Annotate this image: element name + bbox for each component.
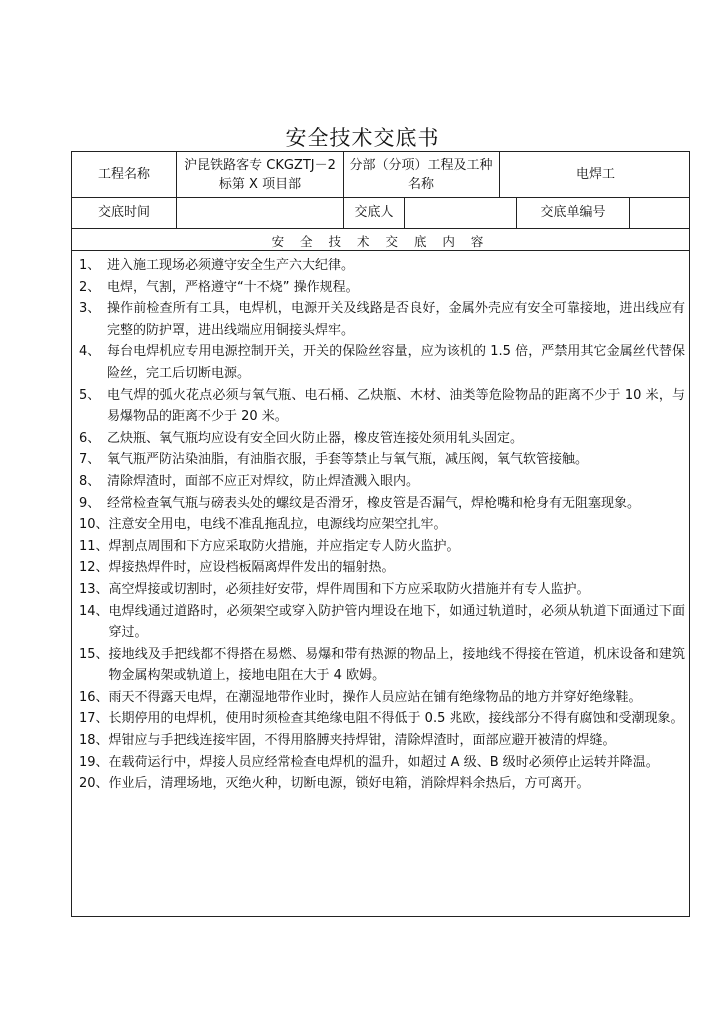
item-number: 5、 bbox=[79, 387, 101, 403]
item-number: 15、 bbox=[79, 646, 109, 662]
item-number: 16、 bbox=[79, 689, 109, 705]
list-item bbox=[79, 341, 685, 384]
list-item bbox=[79, 255, 685, 277]
date-value bbox=[177, 197, 343, 228]
form-number-value bbox=[630, 197, 691, 228]
item-text: 长期停用的电焊机，使用时须检查其绝缘电阻不得低于 0.5 兆欧，接线部分不得有腐蚀和受潮现象。 bbox=[108, 711, 684, 727]
item-text: 焊钳应与手把线连接牢固，不得用胳膊夹持焊钳，清除焊渣时，面部应避开被清的焊缝。 bbox=[108, 733, 616, 749]
item-number: 2、 bbox=[79, 279, 101, 295]
item-number: 11、 bbox=[79, 538, 109, 554]
row-divider bbox=[72, 228, 689, 229]
list-item bbox=[79, 730, 685, 752]
list-item bbox=[79, 601, 685, 644]
section-title: 安 全 技 术 交 底 内 容 bbox=[271, 234, 490, 249]
disclosure-form bbox=[71, 151, 690, 917]
item-number: 18、 bbox=[79, 733, 109, 749]
item-number: 4、 bbox=[79, 344, 101, 360]
item-number: 12、 bbox=[79, 560, 109, 576]
item-text: 乙炔瓶、氧气瓶均应设有安全回火防止器，橡皮管连接处须用轧头固定。 bbox=[107, 430, 524, 446]
item-number: 14、 bbox=[79, 603, 109, 619]
item-text: 电焊，气割，严格遵守“十不烧” 操作规程。 bbox=[107, 279, 359, 295]
item-text: 经常检查氧气瓶与磅表头处的螺纹是否滑牙，橡皮管是否漏气，焊枪嘴和枪身有无阻塞现象。 bbox=[107, 495, 641, 511]
project-name-label: 工程名称 bbox=[97, 167, 150, 182]
item-text: 进入施工现场必须遵守安全生产六大纪律。 bbox=[107, 258, 355, 273]
date-label: 交底时间 bbox=[97, 205, 150, 220]
item-number: 6、 bbox=[79, 430, 101, 446]
row-divider bbox=[72, 250, 689, 251]
sub-project-label: 分部（分项）工程及工种名称 bbox=[349, 157, 493, 192]
list-item bbox=[79, 277, 685, 299]
sub-project-value: 电焊工 bbox=[575, 167, 615, 182]
list-item bbox=[79, 773, 685, 795]
list-item bbox=[79, 298, 685, 341]
item-number: 8、 bbox=[79, 473, 101, 489]
item-text: 操作前检查所有工具，电焊机，电源开关及线路是否良好，金属外壳应有安全可靠接地，进出线应有完整的防护罩，进出线端应用铜接头焊牢。 bbox=[107, 301, 685, 338]
item-text: 每台电焊机应专用电源控制开关，开关的保险丝容量，应为该机的 1.5 倍，严禁用其它金属丝代替保险丝，完工后切断电源。 bbox=[107, 344, 685, 381]
item-number: 10、 bbox=[79, 517, 109, 533]
list-item bbox=[79, 752, 685, 774]
item-text: 氧气瓶严防沾染油脂，有油脂衣服，手套等禁止与氧气瓶，减压阀，氧气软管接触。 bbox=[107, 452, 589, 468]
list-item bbox=[79, 449, 685, 471]
list-item bbox=[79, 471, 685, 493]
document-title: 安全技术交底书 bbox=[285, 126, 440, 150]
item-number: 17、 bbox=[79, 711, 109, 727]
item-number: 7、 bbox=[79, 452, 101, 468]
list-item bbox=[79, 687, 685, 709]
project-name-value: 沪昆铁路客专 CKGZTJ－2 标第 X 项目部 bbox=[184, 157, 336, 192]
item-text: 清除焊渣时，面部不应正对焊纹，防止焊渣溅入眼内。 bbox=[107, 473, 420, 489]
list-item bbox=[79, 493, 685, 515]
list-item bbox=[79, 579, 685, 601]
item-number: 1、 bbox=[79, 258, 101, 273]
item-text: 高空焊接或切割时，必须挂好安带，焊件周围和下方应采取防火措施并有专人监护。 bbox=[108, 581, 590, 597]
item-text: 电气焊的弧火花点必须与氧气瓶、电石桶、乙炔瓶、木材、油类等危险物品的距离不少于 10 米，与易爆物品的距离不少于 20 米。 bbox=[107, 387, 685, 425]
list-item bbox=[79, 514, 685, 536]
list-item bbox=[79, 644, 685, 687]
list-item bbox=[79, 708, 685, 730]
list-item bbox=[79, 536, 685, 558]
list-item bbox=[79, 428, 685, 450]
item-number: 13、 bbox=[79, 581, 109, 597]
presenter-value bbox=[405, 197, 516, 228]
item-text: 焊割点周围和下方应采取防火措施，并应指定专人防火监护。 bbox=[108, 538, 460, 554]
item-text: 接地线及手把线都不得搭在易燃、易爆和带有热源的物品上，接地线不得接在管道，机床设备和建筑物金属构架或轨道上，接地电阻在大于 4 欧姆。 bbox=[108, 646, 685, 684]
safety-items-list bbox=[79, 255, 685, 795]
list-item bbox=[79, 557, 685, 579]
item-text: 作业后，清理场地，灭绝火种，切断电源，锁好电箱，消除焊料余热后，方可离开。 bbox=[108, 776, 590, 792]
item-text: 雨天不得露天电焊，在潮湿地带作业时，操作人员应站在铺有绝缘物品的地方并穿好绝缘鞋。 bbox=[108, 689, 642, 705]
item-text: 电焊线通过道路时，必须架空或穿入防护管内埋设在地下，如通过轨道时，必须从轨道下面通过下面穿过。 bbox=[108, 603, 685, 641]
item-number: 20、 bbox=[79, 776, 109, 792]
item-text: 焊接热焊件时，应设档板隔离焊件发出的辐射热。 bbox=[108, 560, 395, 576]
item-number: 9、 bbox=[79, 495, 101, 511]
item-text: 注意安全用电，电线不准乱拖乱拉，电源线均应架空扎牢。 bbox=[108, 517, 447, 533]
item-number: 19、 bbox=[79, 754, 109, 770]
form-number-label: 交底单编号 bbox=[540, 205, 606, 220]
list-item bbox=[79, 385, 685, 428]
presenter-label: 交底人 bbox=[354, 205, 394, 220]
item-text: 在载荷运行中，焊接人员应经常检查电焊机的温升，如超过 A 级、B 级时必须停止运转并降温。 bbox=[108, 754, 659, 770]
item-number: 3、 bbox=[79, 301, 101, 317]
